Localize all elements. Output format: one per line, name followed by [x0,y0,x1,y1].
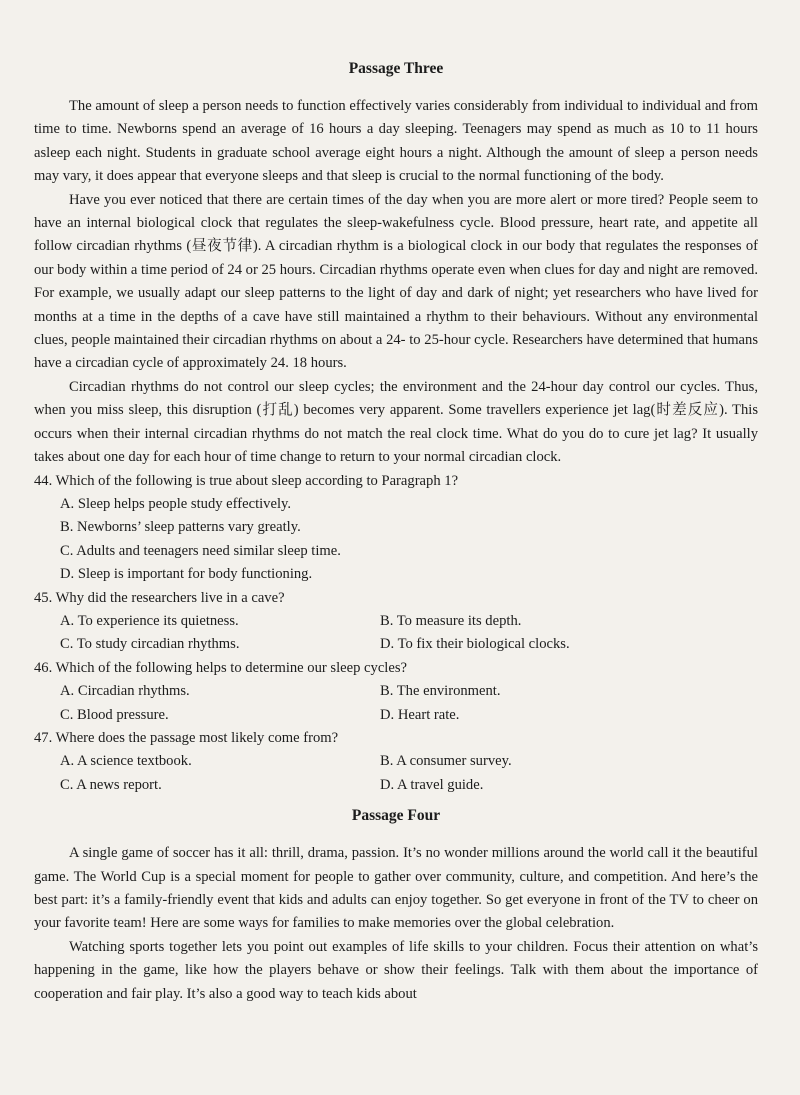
option-grid [34,610,758,657]
option-b: B. The environment. [380,683,501,700]
option-a: A. To experience its quietness. [60,612,239,629]
option-c: C. A news report. [60,776,162,793]
option-a: A. Sleep helps people study effectively. [60,495,292,512]
question-stem: 44. Which of the following is true about sleep according to Paragraph 1? [34,472,459,489]
passage-three-paragraph-2: Have you ever noticed that there are certain times of the day when you are more alert or more tired? People seem to have an internal biological clock that regulates the sleep-wakefulness cycle. Blood pressure, heart rate, and appetite all follow circadian rhythms (昼夜节律). A circadian rhythm is a biological clock in our body that regulates the responses of our body within a time period of 24 or 25 hours. Circadian rhythms operate even when clues for day and night are removed. For example, we usually adapt our sleep patterns to the light of day and dark of night; yet researchers who have lived for months at a time in the depths of a cave have still maintained a rhythm to their behaviours. Without any environmental clues, people maintained their circadian rhythms on about a 24- to 25-hour cycle. Researchers have determined that humans have a circadian cycle of approximately 24. 18 hours. [34,191,758,372]
question-46 [34,657,758,727]
option-b: B. Newborns’ sleep patterns vary greatly. [60,519,301,536]
option-grid [34,750,758,797]
passage-three-paragraph-1: The amount of sleep a person needs to function effectively varies considerably from individual to individual and from time to time. Newborns spend an average of 16 hours a day sleeping. Teenagers may spend as much as 10 to 11 hours asleep each night. Students in graduate school average eight hours a night. Although the amount of sleep a person needs may vary, it does appear that everyone sleeps and that sleep is crucial to the normal functioning of the body. [34,98,758,185]
option-a: A. Circadian rhythms. [60,683,190,700]
option-list [34,493,758,587]
option-c: C. Blood pressure. [60,706,169,723]
question-45 [34,587,758,657]
option-d: D. To fix their biological clocks. [380,636,570,653]
option-d: D. Heart rate. [380,706,460,723]
passage-four-paragraph-1: A single game of soccer has it all: thrill, drama, passion. It’s no wonder millions around the world call it the beautiful game. The World Cup is a special moment for people to gather over community, culture, and competition. And here’s the best part: it’s a family-friendly event that kids and adults can enjoy together. So get everyone in front of the TV to cheer on your favorite team! Here are some ways for families to make memories over the global celebration. [34,845,758,932]
passage-three-title: Passage Three [348,60,444,77]
passage-four-paragraph-2: Watching sports together lets you point out examples of life skills to your children. Focus their attention on what’s happening in the game, like how the players behave or show their feelings. Talk with them about the importance of cooperation and fair play. It’s also a good way to teach kids about [34,938,758,1002]
option-d: D. A travel guide. [380,776,484,793]
option-c: C. To study circadian rhythms. [60,636,240,653]
option-b: B. To measure its depth. [380,612,522,629]
option-grid [34,680,758,727]
question-44 [34,470,758,587]
question-stem: 47. Where does the passage most likely come from? [34,729,339,746]
passage-four-title: Passage Four [351,807,441,825]
question-stem: 45. Why did the researchers live in a cave? [34,589,285,606]
question-stem: 46. Which of the following helps to determine our sleep cycles? [34,659,407,676]
question-47 [34,727,758,797]
option-d: D. Sleep is important for body functioning. [60,566,313,583]
option-a: A. A science textbook. [60,753,192,770]
option-c: C. Adults and teenagers need similar sleep time. [60,542,341,559]
option-b: B. A consumer survey. [380,753,512,770]
passage-three-paragraph-3: Circadian rhythms do not control our sleep cycles; the environment and the 24-hour day control our cycles. Thus, when you miss sleep, this disruption (打乱) becomes very apparent. Some travellers experience jet lag(时差反应). This occurs when their internal circadian rhythms do not match the real clock time. What do you do to cure jet lag? It usually takes about one day for each hour of time change to return to your normal circadian clock. [34,378,758,466]
